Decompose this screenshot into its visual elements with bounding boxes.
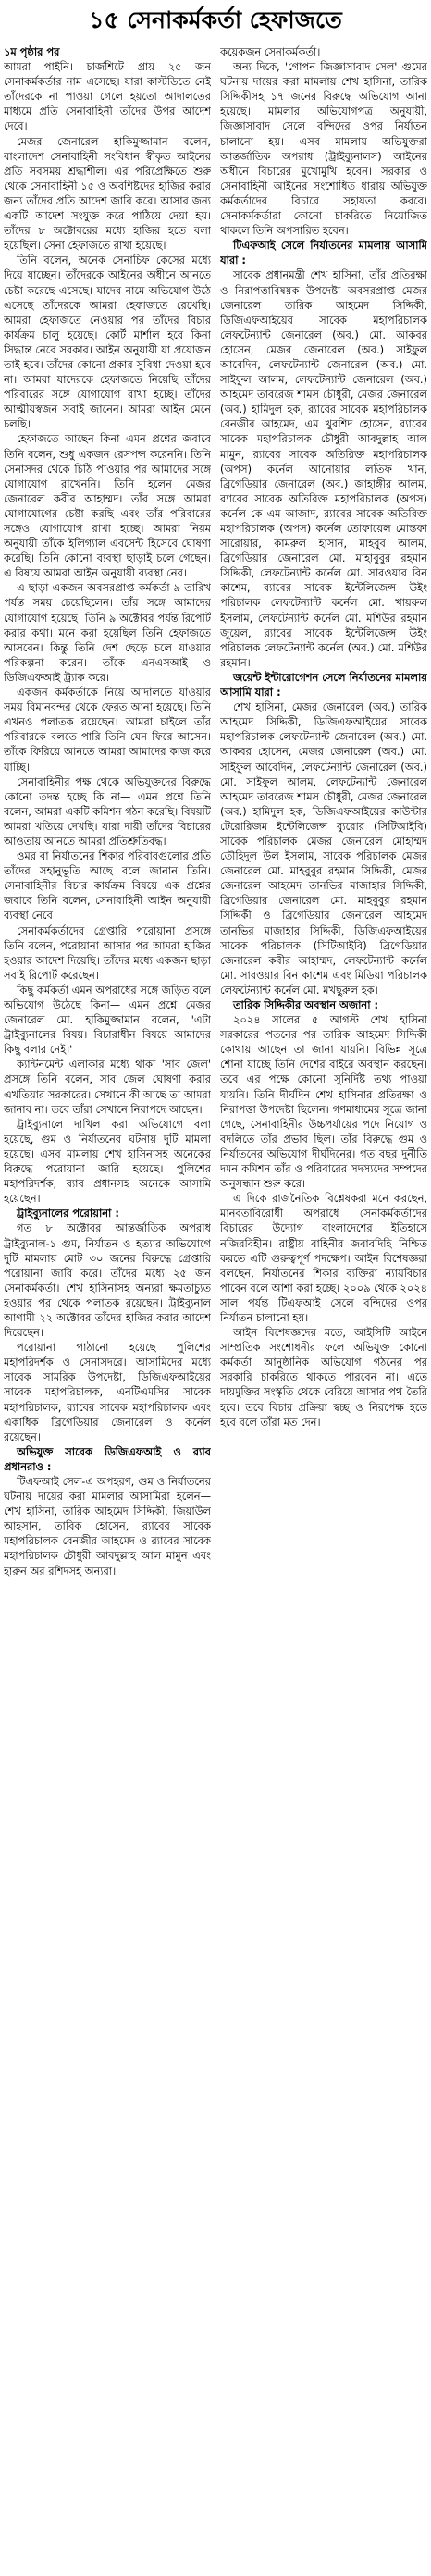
paragraph: এ দিকে রাজনৈতিক বিশ্লেষকরা মনে করছেন, মানবতাবিরোধী অপরাধে সেনাকর্মকর্তাদের বিচারের উদ্যোগ বাংলাদেশের ইতিহাসে নজিরবিহীন। রাষ্ট্রীয় বাহিনীর জবাবদিহি নিশ্চিত করতে এটি গুরুত্বপূর্ণ পদক্ষেপ। আইন বিশেষজ্ঞরা বলছেন, নির্যাতনের শিকার ব্যক্তিরা ন্যায়বিচার পাবেন বলে আশা করা হচ্ছে। ২০০৯ থেকে ২০২৪ সাল পর্যন্ত টিএফআই সেলে বন্দিদের ওপর নির্যাতন চালানো হয়। [220, 1192, 427, 1324]
right-column [220, 44, 427, 1579]
continuation-label: ১ম পৃষ্ঠার পর [4, 45, 60, 58]
subheading: অভিযুক্ত সাবেক ডিজিএফআই ও র‍্যাব প্রধানরাও : [4, 1444, 211, 1473]
paragraph: পরোয়ানা পাঠানো হয়েছে পুলিশের মহাপরিদর্শক ও সেনাসদরে। আসামিদের মধ্যে সাবেক সামরিক উপদেষ্টা, ডিজিএফআইয়ের সাবেক মহাপরিচালক, এনটিএমসির সাবেক মহাপরিচালক, র‍্যাবের সাবেক মহাপরিচালক এবং একাধিক ব্রিগেডিয়ার জেনারেল ও কর্নেল রয়েছেন। [4, 1341, 211, 1443]
article-body [4, 44, 427, 1579]
paragraph: সেনাবাহিনীর পক্ষ থেকে অভিযুক্তদের বিরুদ্ধে কোনো তদন্ত হচ্ছে কি না— এমন প্রশ্নে তিনি বলেন, আমরা একটি কমিশন গঠন করেছি। বিষয়টি আমরা খতিয়ে দেখছি। যারা দায়ী তাঁদের বিচারের আওতায় আনতে আমরা প্রতিশ্রুতিবদ্ধ। [4, 774, 211, 848]
paragraph: মেজর জেনারেল হাকিমুজ্জামান বলেন, বাংলাদেশ সেনাবাহিনী সংবিধান স্বীকৃত আইনের প্রতি সবসময় শ্রদ্ধাশীল। এর পরিপ্রেক্ষিতে শুরু থেকে সেনাবাহিনী ১৫ ও অবশিষ্টদের হাজির করার জন্য তাঁদের প্রতি আদেশ জারি করে। আসার জন্য একটি আদেশ সংযুক্ত করে পাঠিয়ে দেয়া হয়। তাঁদের ৮ অক্টোবরের মধ্যে হাজির হতে বলা হয়েছিল। সেনা হেফাজতে রাখা হয়েছে। [4, 134, 211, 253]
paragraph: একজন কর্মকর্তাকে নিয়ে আদালতে যাওয়ার সময় বিমানবন্দর থেকে ফেরত আনা হয়েছে। তিনি এখনও পলাতক রয়েছেন। আমরা চাইলে তাঁর পরিবারকে বলতে পারি তিনি যেন ফিরে আসেন। তাঁকে ফিরিয়ে আনতে আমরা আমাদের কাজ করে যাচ্ছি। [4, 686, 211, 774]
headline: ১৫ সেনাকর্মকর্তা হেফাজতে [89, 6, 342, 33]
paragraph: হেফাজতে আছেন কিনা এমন প্রশ্নের জবাবে তিনি বলেন, শুধু একজন রেসপন্স করেননি। তিনি সেনাসদর থেকে চিঠি পাওয়ার পর আমাদের সঙ্গে যোগাযোগ রাখেননি। তিনি হলেন মেজর জেনারেল কবীর আহাম্মদ। তাঁর সঙ্গে আমরা যোগাযোগের চেষ্টা করছি এবং তাঁর পরিবারের সঙ্গেও যোগাযোগ রাখা হচ্ছে। আমরা নিয়ম অনুযায়ী তাঁকে ইলিগ্যাল এবসেন্ট হিসেবে ঘোষণা করেছি। তিনি কোনো ব্যবস্থা ছাড়াই চলে গেছেন। এ বিষয়ে আমরা আইন অনুযায়ী ব্যবস্থা নেব। [4, 432, 211, 580]
paragraph: কিছু কর্মকর্তা এমন অপরাধের সঙ্গে জড়িত বলে অভিযোগ উঠেছে কিনা— এমন প্রশ্নে মেজর জেনারেল মো. হাকিমুজ্জামান বলেন, 'এটা ট্রাইব্যুনালের বিষয়। বিচারাধীন বিষয়ে আমাদের কিছু বলার নেই।' [4, 983, 211, 1057]
paragraph: তিনি বলেন, অনেক সেনাচিফ কেসের মধ্যে দিয়ে যাচ্ছেন। তাঁদেরকে আইনের অধীনে আনতে চেষ্টা করেছে এসেছে। যাদের নামে অভিযোগ উঠে এসেছে তাঁদেরকে আমরা হেফাজতে রেখেছি। আমরা হেফাজতে নেওয়ার পর তাঁদের বিচার কার্যক্রম চালু হয়েছে। কোর্ট মার্শাল হবে কিনা সিদ্ধান্ত নেবে সরকার। আইন অনুযায়ী যা প্রয়োজন তাই হবে। তাঁদের কোনো প্রকার সুবিধা দেওয়া হবে না। আমরা যাদেরকে হেফাজতে নিয়েছি তাঁদের পরিবারের সঙ্গে যোগাযোগ রাখা হচ্ছে। তাঁদের আত্মীয়স্বজন সবাই জানেন। আমরা আইন মেনে চলছি। [4, 254, 211, 431]
subheading: ট্রাইব্যুনালের পরোয়ানা : [17, 1207, 119, 1220]
subheading: তারিক সিদ্দিকীর অবস্থান অজানা : [233, 998, 379, 1011]
paragraph: আমরা পাইনি। চার্জশিটে প্রায় ২৫ জন সেনাকর্মকর্তার নাম এসেছে। যারা কাস্টডিতে নেই তাঁদেরকে না পাওয়া গেলে হয়তো আদালতের মাধ্যমে প্রতি সেনাবাহিনী তাঁদের উপর আদেশ দেবে। [4, 60, 211, 133]
subheading: জয়েন্ট ইন্টারোগেশন সেলে নির্যাতনের মামলায় আসামি যারা : [220, 670, 427, 700]
paragraph: কয়েকজন সেনাকর্মকর্তা। [220, 45, 321, 58]
paragraph: আইন বিশেষজ্ঞদের মতে, আইসিটি আইনে সাম্প্রতিক সংশোধনীর ফলে অভিযুক্ত কোনো কর্মকর্তা আনুষ্ঠানিক অভিযোগ গঠনের পর সরকারি চাকরিতে থাকতে পারবেন না। এতে দায়মুক্তির সংস্কৃতি থেকে বেরিয়ে আসার পথ তৈরি হবে। তবে বিচার প্রক্রিয়া স্বচ্ছ ও নিরপেক্ষ হতে হবে বলে তাঁরা মত দেন। [220, 1326, 427, 1429]
left-column [4, 44, 211, 1579]
paragraph: ২০২৪ সালের ৫ আগস্ট শেখ হাসিনা সরকারের পতনের পর তারিক আহমেদ সিদ্দিকী কোথায় আছেন তা জানা যায়নি। বিভিন্ন সূত্রে শোনা যাচ্ছে তিনি দেশের বাইরে অবস্থান করছেন। তবে এর পক্ষে কোনো সুনির্দিষ্ট তথ্য পাওয়া যায়নি। তিনি দীর্ঘদিন শেখ হাসিনার প্রতিরক্ষা ও নিরাপত্তা উপদেষ্টা ছিলেন। গণমাধ্যমের সূত্রে জানা গেছে, সেনাবাহিনীর উচ্চপর্যায়ের পদে নিয়োগ ও বদলিতে তাঁর প্রভাব ছিল। তাঁর বিরুদ্ধে গুম ও নির্যাতনের অভিযোগ দীর্ঘদিনের। গত বছর দুর্নীতি দমন কমিশন তাঁর ও পরিবারের সদস্যদের সম্পদের অনুসন্ধান শুরু করে। [220, 1013, 427, 1191]
paragraph: অন্য দিকে, 'গোপন জিজ্ঞাসাবাদ সেল' গুমের ঘটনায় দায়ের করা মামলায় শেখ হাসিনা, তারিক সিদ্দিকীসহ ১৭ জনের বিরুদ্ধে অভিযোগ আনা হয়েছে। মামলার অভিযোগপত্র অনুযায়ী, জিজ্ঞাসাবাদ সেলে বন্দিদের ওপর নির্যাতন চালানো হয়। এসব মামলায় অভিযুক্তরা আন্তর্জাতিক অপরাধ (ট্রাইব্যুনালস) আইনের অধীনে বিচারের মুখোমুখি হবেন। সরকার ও সেনাবাহিনী আইনের সংশোধিত ধারায় অভিযুক্ত কর্মকর্তাদের বিচারে সহায়তা করবে। সেনাকর্মকর্তারা কোনো চাকরিতে নিয়োজিত থাকলে তিনি অপসারিত হবেন। [220, 60, 427, 238]
subheading: টিএফআই সেলে নির্যাতনের মামলায় আসামি যারা : [220, 239, 427, 267]
paragraph: শেখ হাসিনা, মেজর জেনারেল (অব.) তারিক আহমেদ সিদ্দিকী, ডিজিএফআইয়ের সাবেক মহাপরিচালক লেফটেন্যান্ট জেনারেল (অব.) মো. আকবর হোসেন, মেজর জেনারেল (অব.) মো. সাইফুল আবেদিন, লেফটেন্যান্ট জেনারেল (অব.) মো. সাইফুল আলম, লেফটেন্যান্ট জেনারেল আহমেদ তাবরেজ শামস চৌধুরী, মেজর জেনারেল (অব.) হামিদুল হক, ডিজিএফআইয়ের কাউন্টার টেরোরিজম ইন্টেলিজেন্স ব্যুরোর (সিটিআইবি) সাবেক পরিচালক মেজর জেনারেল মোহাম্মদ তৌহিদুল উল ইসলাম, সাবেক পরিচালক মেজর জেনারেল মো. মাহবুবুর রহমান সিদ্দিকী, মেজর জেনারেল আহমেদ তানভির মাজাহার সিদ্দিকী, ব্রিগেডিয়ার জেনারেল মো. মাহবুবুর রহমান সিদ্দিকী ও ব্রিগেডিয়ার জেনারেল আহমেদ তানভির মাজাহার সিদ্দিকী, ডিজিএফআইয়ের সাবেক পরিচালক (সিটিআইবি) ব্রিগেডিয়ার জেনারেল কবীর আহাম্মদ, লেফটেন্যান্ট কর্নেল মো. সারওয়ার বিন কাশেম এবং মিডিয়া পরিচালক লেফটেন্যান্ট কর্নেল মো. মখছুরুল হক। [220, 700, 427, 997]
paragraph: সাবেক প্রধানমন্ত্রী শেখ হাসিনা, তাঁর প্রতিরক্ষা ও নিরাপত্তাবিষয়ক উপদেষ্টা অবসরপ্রাপ্ত মেজর জেনারেল তারিক আহমেদ সিদ্দিকী, ডিজিএফআইয়ের সাবেক মহাপরিচালক লেফটেন্যান্ট জেনারেল (অব.) মো. আকবর হোসেন, মেজর জেনারেল (অব.) সাইফুল আবেদিন, লেফটেন্যান্ট জেনারেল (অব.) মো. সাইফুল আলম, লেফটেন্যান্ট জেনারেল (অব.) আহমেদ তাবরেজ শামস চৌধুরী, মেজর জেনারেল (অব.) হামিদুল হক, র‍্যাবের সাবেক মহাপরিচালক বেনজীর আহমেদ, এম খুরশিদ হোসেন, র‍্যাবের সাবেক মহাপরিচালক চৌধুরী আবদুল্লাহ আল মামুন, র‍্যাবের সাবেক অতিরিক্ত মহাপরিচালক (অপস) কর্নেল আনোয়ার লতিফ খান, ব্রিগেডিয়ার জেনারেল (অব.) জাহাঙ্গীর আলম, র‍্যাবের সাবেক অতিরিক্ত মহাপরিচালক (অপস) কর্নেল কে এম আজাদ, র‍্যাবের সাবেক অতিরিক্ত মহাপরিচালক (অপস) কর্নেল তোফায়েল মোস্তফা সারোয়ার, কামরুল হাসান, মাহবুব আলম, ব্রিগেডিয়ার জেনারেল মো. মাহাবুবুর রহমান সিদ্দিকী, লেফটেন্যান্ট কর্নেল মো. সারওয়ার বিন কাশেম, র‍্যাবের সাবেক ইন্টেলিজেন্স উইং পরিচালক লেফটেন্যান্ট কর্নেল মো. খায়রুল ইসলাম, লেফটেন্যান্ট কর্নেল মো. মশিউর রহমান জুয়েল, র‍্যাবের সাবেক ইন্টেলিজেন্স উইং পরিচালক লেফটেন্যান্ট কর্নেল (অব.) মো. মশিউর রহমান। [220, 268, 427, 669]
paragraph: ওমর বা নির্যাতনের শিকার পরিবারগুলোর প্রতি তাঁদের সহানুভূতি আছে বলে জানান তিনি। সেনাবাহিনীর বিচার কার্যক্রম বিষয়ে এক প্রশ্নের জবাবে তিনি বলেন, সেনাবাহিনী আইন অনুযায়ী ব্যবস্থা নেবে। [4, 849, 211, 923]
paragraph: ট্রাইব্যুনালে দাখিল করা অভিযোগে বলা হয়েছে, গুম ও নির্যাতনের ঘটনায় দুটি মামলা হয়েছে। এসব মামলায় শেখ হাসিনাসহ অনেকের বিরুদ্ধে পরোয়ানা জারি হয়েছে। পুলিশের মহাপরিদর্শক, র‍্যাব প্রধানসহ অনেকে আসামি হয়েছেন। [4, 1117, 211, 1206]
paragraph: সেনাকর্মকর্তাদের গ্রেপ্তারি পরোয়ানা প্রসঙ্গে তিনি বলেন, পরোয়ানা আসার পর আমরা হাজির হওয়ার আদেশ দিয়েছি। তাঁদের মধ্যে একজন ছাড়া সবাই রিপোর্ট করেছেন। [4, 923, 211, 982]
paragraph: টিএফআই সেল-এ অপহরণ, গুম ও নির্যাতনের ঘটনায় দায়ের করা মামলার আসামিরা হলেন— শেখ হাসিনা, তারিক আহমেদ সিদ্দিকী, জিয়াউল আহসান, তাবিক হোসেন, র‍্যাবের সাবেক মহাপরিচালক বেনজীর আহমেদ ও র‍্যাবের সাবেক মহাপরিচালক চৌধুরী আবদুল্লাহ আল মামুন এবং হারুন অর রশিদসহ অন্যরা। [4, 1475, 211, 1578]
paragraph: এ ছাড়া একজন অবসরপ্রাপ্ত কর্মকর্তা ৯ তারিখ পর্যন্ত সময় চেয়েছিলেন। তাঁর সঙ্গে আমাদের যোগাযোগ হয়েছে। তিনি ৯ অক্টোবর পর্যন্ত রিপোর্ট করার কথা। মনে করা হয়েছিল তিনি হেফাজতে আসবেন। কিন্তু তিনি দেশ ছেড়ে চলে যাওয়ার পরিকল্পনা করেন। তাঁকে এনএসআই ও ডিজিএফআই ট্র্যাক করে। [4, 581, 211, 684]
paragraph: গত ৮ অক্টোবর আন্তর্জাতিক অপরাধ ট্রাইব্যুনাল-১ গুম, নির্যাতন ও হত্যার অভিযোগে দুটি মামলায় মোট ৩০ জনের বিরুদ্ধে গ্রেপ্তারি পরোয়ানা জারি করে। তাঁদের মধ্যে ২৫ জন সেনাকর্মকর্তা। শেখ হাসিনাসহ অন্যরা ক্ষমতাচ্যুত হওয়ার পর থেকে পলাতক রয়েছেন। ট্রাইব্যুনাল আগামী ২২ অক্টোবর তাঁদের হাজির করার আদেশ দিয়েছেন। [4, 1221, 211, 1340]
paragraph: ক্যান্টনমেন্ট এলাকার মধ্যে থাকা 'সাব জেল' প্রসঙ্গে তিনি বলেন, সাব জেল ঘোষণা করার এখতিয়ার সরকারের। সেখানে কী আছে তা আমরা জানাব না। তবে তাঁরা সেখানে নিরাপদে আছেন। [4, 1058, 211, 1116]
